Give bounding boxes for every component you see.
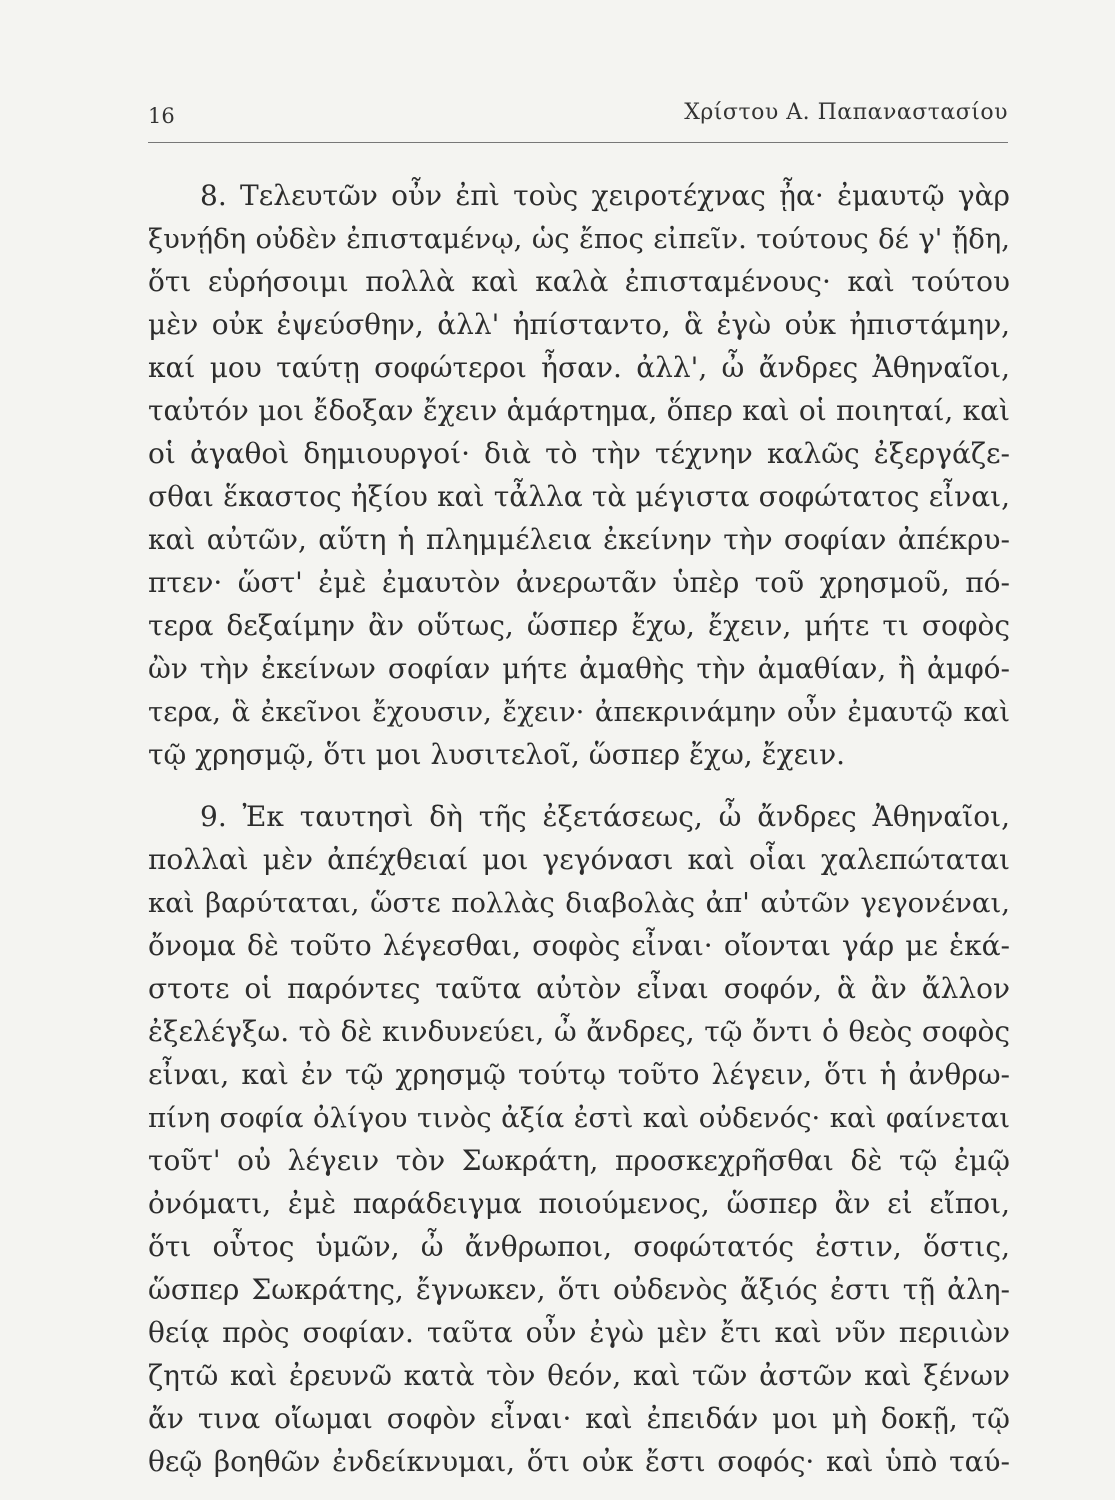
text-line: καί μου ταύτῃ σοφώτεροι ἦσαν. ἀλλ', ὦ ἄνδρες Ἀθηναῖοι, xyxy=(148,351,1010,384)
text-line: ἐξελέγξω. τὸ δὲ κινδυνεύει, ὦ ἄνδρες, τῷ ὄντι ὁ θεὸς σοφὸς xyxy=(148,1015,1010,1048)
text-line: καὶ αὐτῶν, αὕτη ἡ πλημμέλεια ἐκείνην τὴν σοφίαν ἀπέκρυ- xyxy=(148,523,1010,556)
text-line: 8. Τελευτῶν οὖν ἐπὶ τοὺς χειροτέχνας ᾖα· ἐμαυτῷ γὰρ xyxy=(200,179,1010,212)
text-line: ἄν τινα οἴωμαι σοφὸν εἶναι· καὶ ἐπειδάν μοι μὴ δοκῇ, τῷ xyxy=(148,1402,1010,1435)
text-line: θεῷ βοηθῶν ἐνδείκνυμαι, ὅτι οὐκ ἔστι σοφός· καὶ ὑπὸ ταύ- xyxy=(148,1445,1010,1478)
text-line: 9. Ἐκ ταυτησὶ δὴ τῆς ἐξετάσεως, ὦ ἄνδρες Ἀθηναῖοι, xyxy=(200,800,1010,833)
text-line: στοτε οἱ παρόντες ταῦτα αὐτὸν εἶναι σοφόν, ἃ ἂν ἄλλον xyxy=(148,972,1010,1005)
text-line: ὀνόματι, ἐμὲ παράδειγμα ποιούμενος, ὥσπερ ἂν εἰ εἴποι, xyxy=(148,1187,1010,1220)
text-line: καὶ βαρύταται, ὥστε πολλὰς διαβολὰς ἀπ' αὐτῶν γεγονέναι, xyxy=(148,887,1010,919)
text-line: ὅτι οὗτος ὑμῶν, ὦ ἄνθρωποι, σοφώτατός ἐστιν, ὅστις, xyxy=(148,1230,1010,1263)
text-line: τοῦτ' οὐ λέγειν τὸν Σωκράτη, προσκεχρῆσθαι δὲ τῷ ἐμῷ xyxy=(148,1144,1010,1177)
text-line: ὢν τὴν ἐκείνων σοφίαν μήτε ἀμαθὴς τὴν ἀμαθίαν, ἢ ἀμφό- xyxy=(148,652,1010,685)
text-line: πίνη σοφία ὀλίγου τινὸς ἀξία ἐστὶ καὶ οὐδενός· καὶ φαίνεται xyxy=(148,1102,1010,1134)
text-line: εἶναι, καὶ ἐν τῷ χρησμῷ τούτῳ τοῦτο λέγειν, ὅτι ἡ ἀνθρω- xyxy=(148,1058,1010,1091)
page-header xyxy=(148,100,1008,134)
text-line: πτεν· ὥστ' ἐμὲ ἐμαυτὸν ἀνερωτᾶν ὑπὲρ τοῦ χρησμοῦ, πό- xyxy=(148,566,1010,599)
text-line: ζητῶ καὶ ἐρευνῶ κατὰ τὸν θεόν, καὶ τῶν ἀστῶν καὶ ξένων xyxy=(148,1359,1010,1392)
text-line: σθαι ἕκαστος ἠξίου καὶ τἆλλα τὰ μέγιστα σοφώτατος εἶναι, xyxy=(148,480,1010,513)
text-line: ξυνῄδη οὐδὲν ἐπισταμένῳ, ὡς ἔπος εἰπεῖν. τούτους δέ γ' ᾔδη, xyxy=(148,223,1010,255)
text-line: ὄνομα δὲ τοῦτο λέγεσθαι, σοφὸς εἶναι· οἴονται γάρ με ἑκά- xyxy=(148,929,1010,962)
header-rule xyxy=(148,142,1008,143)
text-line: ὥσπερ Σωκράτης, ἔγνωκεν, ὅτι οὐδενὸς ἄξιός ἐστι τῇ ἀλη- xyxy=(148,1273,1010,1306)
text-line: μὲν οὐκ ἐψεύσθην, ἀλλ' ἠπίσταντο, ἃ ἐγὼ οὐκ ἠπιστάμην, xyxy=(148,308,1010,341)
text-line: πολλαὶ μὲν ἀπέχθειαί μοι γεγόνασι καὶ οἷαι χαλεπώταται xyxy=(148,843,1010,876)
page-number: 16 xyxy=(148,104,175,128)
text-line: τῷ χρησμῷ, ὅτι μοι λυσιτελοῖ, ὥσπερ ἔχω, ἔχειν. xyxy=(148,738,846,771)
text-line: τερα δεξαίμην ἂν οὕτως, ὥσπερ ἔχω, ἔχειν, μήτε τι σοφὸς xyxy=(148,609,1010,642)
text-line: θείᾳ πρὸς σοφίαν. ταῦτα οὖν ἐγὼ μὲν ἔτι καὶ νῦν περιιὼν xyxy=(148,1316,1010,1349)
text-line: ὅτι εὑρήσοιμι πολλὰ καὶ καλὰ ἐπισταμένους· καὶ τούτου xyxy=(148,265,1010,298)
text-line: οἱ ἀγαθοὶ δημιουργοί· διὰ τὸ τὴν τέχνην καλῶς ἐξεργάζε- xyxy=(148,437,1010,470)
text-line: ταὐτόν μοι ἔδοξαν ἔχειν ἁμάρτημα, ὅπερ καὶ οἱ ποιηταί, καὶ xyxy=(148,394,1010,427)
running-head: Χρίστου Α. Παπαναστασίου xyxy=(684,100,1008,125)
text-line: τερα, ἃ ἐκεῖνοι ἔχουσιν, ἔχειν· ἀπεκρινάμην οὖν ἐμαυτῷ καὶ xyxy=(148,696,1010,728)
